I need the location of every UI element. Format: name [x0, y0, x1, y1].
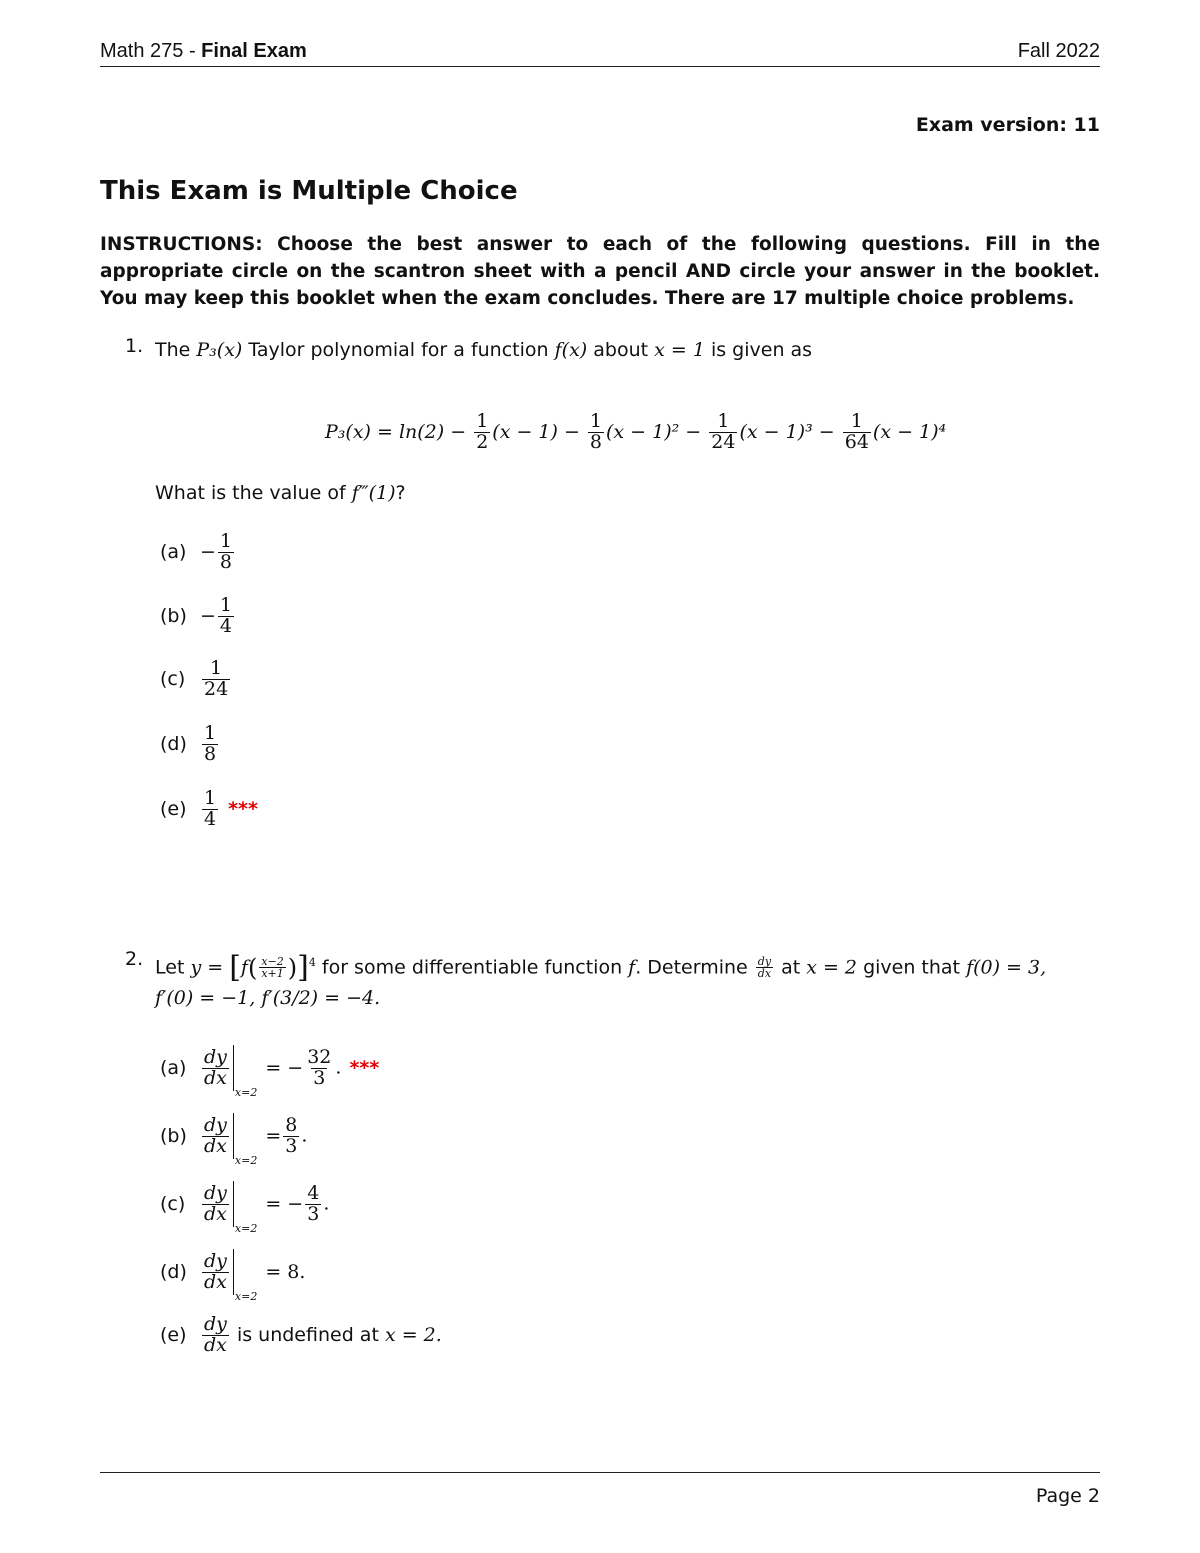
question-number: 1. [125, 335, 144, 357]
question-1-ask: What is the value of f‴(1)? [155, 482, 406, 504]
q2-choice-b[interactable]: (b) $\frac{dy}{dx}$ $_{x=2}$= $\frac{8}{3}$ . [160, 1113, 308, 1167]
q2-choice-e[interactable]: (e) $\frac{dy}{dx}$ is undefined at x = 2. [160, 1313, 442, 1356]
q1-choice-e[interactable]: (e) $\frac{1}{4}$ *** [160, 787, 258, 830]
exam-version: Exam version: 11 [915, 114, 1100, 136]
q2-choice-d[interactable]: (d) $\frac{dy}{dx}$ $_{x=2}$= 8. [160, 1249, 306, 1303]
page-title: This Exam is Multiple Choice [100, 176, 518, 206]
page-number: Page 2 [1035, 1485, 1100, 1507]
q1-choice-a[interactable]: (a) − $\frac{1}{8}$ [160, 530, 233, 573]
q1-choice-c[interactable]: (c) $\frac{1}{24}$ [160, 657, 229, 700]
q1-choice-d[interactable]: (d) $\frac{1}{8}$ [160, 722, 217, 765]
question-text: The P₃(x) Taylor polynomial for a function f(x) about x = 1 is given as [155, 339, 813, 361]
term: Fall 2022 [1017, 40, 1100, 62]
question-number: 2. [125, 948, 144, 970]
q1-choice-b[interactable]: (b) − $\frac{1}{4}$ [160, 594, 233, 637]
q2-choice-c[interactable]: (c) $\frac{dy}{dx}$ $_{x=2}$= − $\frac{4}{3}$ . [160, 1181, 330, 1235]
course-title: Math 275 - Final Exam [100, 40, 307, 62]
taylor-polynomial: P₃(x) = ln(2) − $\frac{1}{2}$ (x − 1) − $\frac{1}{8}$ (x − 1)² − $\frac{1}{24}$ (x − 1)³ − $\frac{1}{64}$ (x − 1)⁴ [325, 410, 947, 453]
question-text: Let y = [f( $\frac{x-2}{x+1}$ )]$^4$ for some differentiable function f. Determine $\frac{dy}{dx}$ at x = 2 given that f(0) = 3, f′(0) = −1, f′(3/2) = −4. [155, 949, 1047, 1009]
page-footer [100, 1472, 1100, 1507]
page-header [100, 38, 1100, 67]
q2-choice-a[interactable]: (a) $\frac{dy}{dx}$ $_{x=2}$= − $\frac{32}{3}$ . *** [160, 1045, 380, 1099]
instructions: INSTRUCTIONS: Choose the best answer to each of the following questions. Fill in the appropriate circle on the scantron sheet with a pencil AND circle your answer in the booklet. You may keep this booklet when the exam concludes. There are 17 multiple choice problems. [100, 234, 1100, 309]
